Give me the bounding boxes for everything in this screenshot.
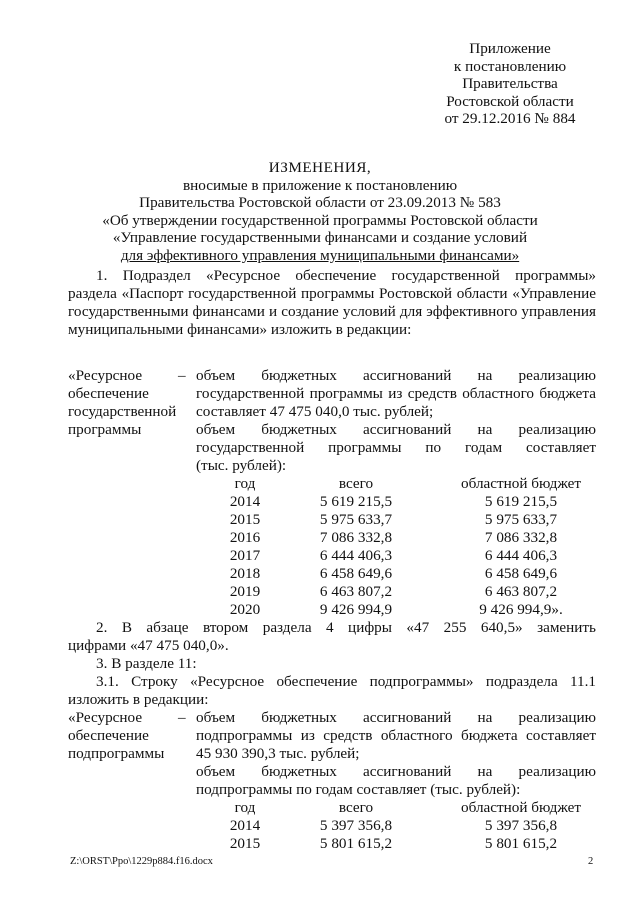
table-row: [196, 583, 596, 601]
col-year: год: [234, 799, 256, 816]
item31-line: 3.1. Строку «Ресурсное обеспечение подпрограммы» подраздела 11.1: [96, 673, 596, 690]
cell-year: 2015: [229, 511, 261, 528]
cell-year: 2018: [229, 565, 261, 582]
table-row: [196, 565, 596, 583]
block-label: государственной: [68, 403, 177, 420]
appendix-line: Ростовской области: [446, 92, 574, 110]
table-header: [196, 475, 596, 493]
block-text: (тыс. рублей):: [196, 457, 287, 474]
col-total: всего: [338, 475, 374, 492]
block-label: «Ресурсное: [68, 709, 143, 726]
cell-regional: 9 426 994,9».: [479, 601, 563, 618]
cell-total: 9 426 994,9: [319, 601, 393, 618]
block-text: объем бюджетных ассигнований на реализацию: [196, 763, 596, 780]
item31-line: изложить в редакции:: [68, 691, 209, 708]
document-title: [20, 159, 620, 265]
item1-line: государственными финансами и создание условий для эффективного управления: [68, 303, 596, 320]
block-text: подпрограммы по годам составляет (тыс. рублей):: [196, 781, 521, 798]
item2-line: цифрами «47 475 040,0».: [68, 637, 229, 654]
table-row: [196, 493, 596, 511]
cell-total: 5 975 633,7: [319, 511, 393, 528]
block-label: программы: [68, 421, 142, 438]
cell-regional: 6 463 807,2: [484, 583, 558, 600]
appendix-line: Приложение: [469, 40, 551, 57]
block-text: подпрограммы из средств областного бюджета составляет: [196, 727, 596, 744]
item1-line: 1. Подраздел «Ресурсное обеспечение государственной программы»: [96, 267, 596, 284]
table-row: [196, 601, 596, 619]
cell-regional: 7 086 332,8: [484, 529, 558, 546]
cell-year: 2014: [229, 817, 261, 834]
block-text: государственной программы из средств областного бюджета: [196, 385, 596, 402]
col-regional: областной бюджет: [461, 799, 581, 816]
cell-total: 6 463 807,2: [319, 583, 393, 600]
title-line: «Управление государственными финансами и создание условий: [112, 229, 528, 247]
appendix-line: Правительства: [462, 75, 558, 93]
title-line: Правительства Ростовской области от 23.09.2013 № 583: [139, 194, 501, 212]
cell-year: 2020: [229, 601, 261, 618]
page-number: 2: [588, 856, 594, 867]
table-header: [196, 799, 596, 817]
cell-total: 7 086 332,8: [319, 529, 393, 546]
cell-regional: 6 458 649,6: [484, 565, 558, 582]
cell-year: 2015: [229, 835, 261, 852]
col-regional: областной бюджет: [461, 475, 581, 492]
block-label: обеспечение: [68, 385, 149, 402]
table-row: [196, 835, 596, 853]
cell-year: 2017: [229, 547, 261, 564]
item1-line: муниципальными финансами» изложить в редакции:: [68, 321, 412, 338]
cell-regional: 5 975 633,7: [484, 511, 558, 528]
item2-line: 2. В абзаце втором раздела 4 цифры «47 255 640,5» заменить: [96, 619, 596, 636]
item1-line: раздела «Паспорт государственной программы Ростовской области «Управление: [68, 285, 596, 302]
dash: –: [178, 367, 186, 384]
block-label: подпрограммы: [68, 745, 165, 762]
cell-year: 2016: [229, 529, 261, 546]
block-text: составляет 47 475 040,0 тыс. рублей;: [196, 403, 434, 420]
appendix-header: [380, 40, 640, 128]
cell-regional: 5 397 356,8: [484, 817, 558, 834]
dash: –: [178, 709, 186, 726]
cell-total: 6 458 649,6: [319, 565, 393, 582]
title-line: ИЗМЕНЕНИЯ,: [268, 159, 372, 176]
table-row: [196, 529, 596, 547]
cell-year: 2014: [229, 493, 261, 510]
block-text: объем бюджетных ассигнований на реализацию: [196, 709, 596, 726]
cell-regional: 6 444 406,3: [484, 547, 558, 564]
table-row: [196, 511, 596, 529]
cell-regional: 5 619 215,5: [484, 493, 558, 510]
block-text: объем бюджетных ассигнований на реализацию: [196, 421, 596, 438]
cell-total: 5 619 215,5: [319, 493, 393, 510]
block-label: обеспечение: [68, 727, 149, 744]
cell-year: 2019: [229, 583, 261, 600]
block-label: «Ресурсное: [68, 367, 143, 384]
block-text: 45 930 390,3 тыс. рублей;: [196, 745, 360, 762]
table-row: [196, 547, 596, 565]
cell-total: 5 397 356,8: [319, 817, 393, 834]
col-total: всего: [338, 799, 374, 816]
block-text: государственной программы по годам составляет: [196, 439, 596, 456]
cell-total: 6 444 406,3: [319, 547, 393, 564]
title-line: для эффективного управления муниципальными финансами»: [120, 246, 520, 264]
block-text: объем бюджетных ассигнований на реализацию: [196, 367, 596, 384]
cell-regional: 5 801 615,2: [484, 835, 558, 852]
table-row: [196, 817, 596, 835]
appendix-line: к постановлению: [453, 57, 567, 75]
item3-line: 3. В разделе 11:: [96, 655, 197, 672]
footer-file-path: Z:\ORST\Ppo\1229p884.f16.docx: [70, 856, 213, 867]
title-line: «Об утверждении государственной программы Ростовской области: [102, 211, 538, 229]
col-year: год: [234, 475, 256, 492]
title-line: вносимые в приложение к постановлению: [182, 176, 458, 194]
appendix-line: от 29.12.2016 № 884: [444, 110, 576, 128]
cell-total: 5 801 615,2: [319, 835, 393, 852]
